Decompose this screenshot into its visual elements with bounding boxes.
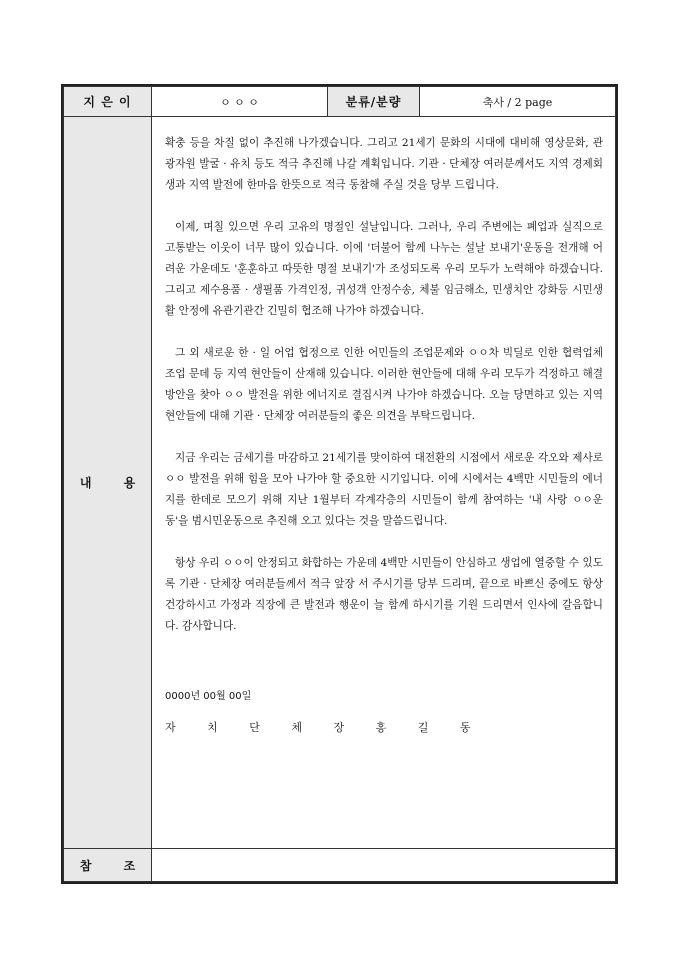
paragraph-2: 이제, 며칠 있으면 우리 고유의 명절인 설날입니다. 그러나, 우리 주변에는 폐업과 실직으로 고통받는 이웃이 너무 많이 있습니다. 이에 '더불어 함께 나누는 설날 보내기'운동을 전개해 어려운 가운데도 '훈훈하고 따뜻한 명절 보내기'가 조성되도록 우리 모두가 노력해야 하겠습니다. 그리고 제수용품 · 생필품 가격인정, 귀성객 안정수송, 체불 임금해소, 민생치안 강화등 시민생활 안정에 유관기관간 긴밀히 협조해 나가야 하겠습니다. bbox=[165, 221, 603, 317]
reference-label: 참 조 bbox=[64, 849, 152, 882]
author-label: 지 은 이 bbox=[64, 87, 152, 117]
paragraph-4: 지금 우리는 금세기를 마감하고 21세기를 맞이하여 대전환의 시점에서 새로운 각오와 제사로 ㅇㅇ 발전을 위해 힘을 모아 나가야 할 중요한 시기입니다. 이에 시에서는 4백만 시민들의 에너지를 한데로 모으기 위해 지난 1월부터 각계각층의 시민들이 함께 참여하는 '내 사랑 ㅇㅇ운동'을 범시민운동으로 추진해 오고 있다는 것을 말씀드립니다. bbox=[165, 452, 603, 527]
paragraph-1: 확충 등을 차질 없이 추진해 나가겠습니다. 그리고 21세기 문화의 시대에 대비해 영상문화, 관광자원 발굴 · 유치 등도 적극 추진해 나갈 계획입니다. 기관 · 단체장 여러분께서도 지역 경제회생과 지역 발전에 한마음 한뜻으로 적극 동참해 주실 것을 당부 드립니다. bbox=[165, 137, 603, 191]
signature: 자 치 단 체 장 홍 길 동 bbox=[165, 721, 485, 734]
reference-row bbox=[64, 849, 616, 882]
author-value: ㅇ ㅇ ㅇ bbox=[152, 87, 328, 117]
content-label: 내 용 bbox=[64, 117, 152, 849]
content-body bbox=[152, 117, 616, 849]
reference-value bbox=[152, 849, 616, 882]
content-row bbox=[64, 117, 616, 849]
document-form bbox=[61, 84, 618, 884]
speech-date: 0000년 00월 00일 bbox=[165, 691, 252, 702]
paragraph-3: 그 외 새로운 한 · 일 어업 협정으로 인한 어민들의 조업문제와 ㅇㅇ차 빅딜로 인한 협력업체 조업 문데 등 지역 현안들이 산재해 있습니다. 이러한 현안들에 대해 우리 모두가 걱정하고 해결방안을 찾아 ㅇㅇ 발전을 위한 에너지로 결집시켜 나가야 하겠습니다. 오늘 당면하고 있는 지역 현안들에 대해 기관 · 단체장 여러분들의 좋은 의견을 부탁드립니다. bbox=[165, 347, 603, 422]
category-value: 축사 / 2 page bbox=[420, 87, 616, 117]
form-table bbox=[63, 86, 616, 882]
paragraph-5: 항상 우리 ㅇㅇ이 안정되고 화합하는 가운데 4백만 시민들이 안심하고 생업에 열중할 수 있도록 기관 · 단체장 여러분들께서 적극 앞장 서 주시기를 당부 드리며, 끝으로 바쁘신 중에도 항상 건강하시고 가정과 직장에 큰 발전과 행운이 늘 함께 하시기를 기원 드리면서 인사에 갈음합니다. 감사합니다. bbox=[165, 557, 603, 632]
header-row bbox=[64, 87, 616, 117]
category-label: 분류/분량 bbox=[328, 87, 420, 117]
